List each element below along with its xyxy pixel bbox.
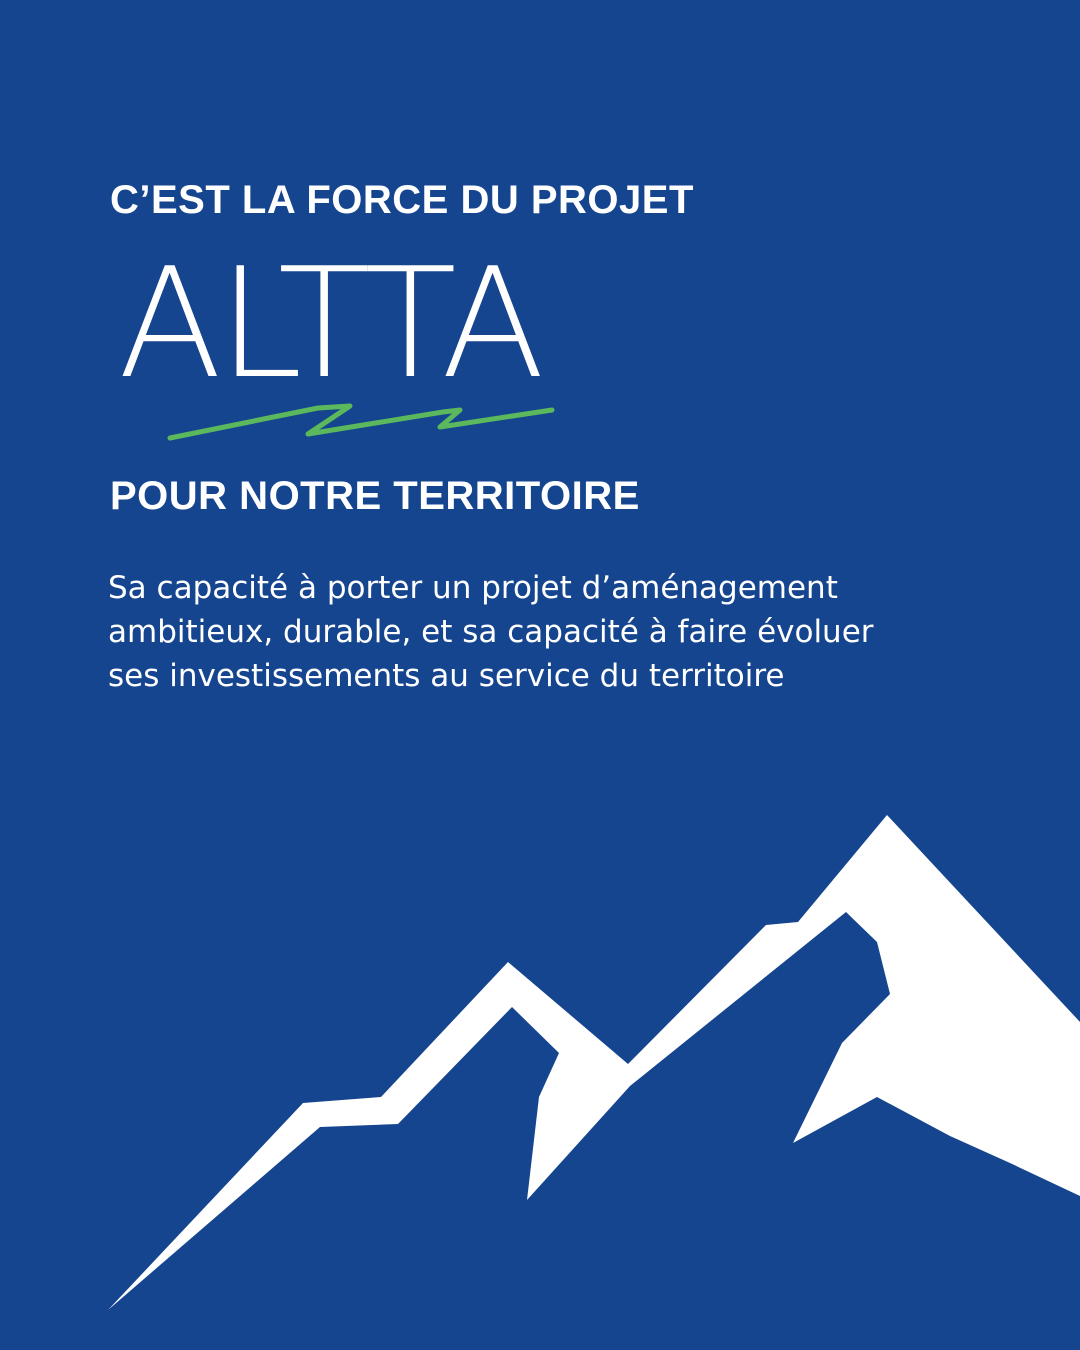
zigzag-underline-path [170,406,552,438]
description [108,566,928,698]
zigzag-underline-icon [118,235,568,450]
brand-name: ALTTA [118,235,541,412]
mountain-snow-shape [108,815,1080,1310]
description-line-2: ambitieux, durable, et sa capacité à faire évoluer [108,614,874,650]
brand-logo [118,235,568,450]
mountain-icon [0,780,1080,1350]
headline-bottom: POUR NOTRE TERRITOIRE [110,474,640,518]
description-line-3: ses investissements au service du territoire [108,658,785,694]
headline-top: C’EST LA FORCE DU PROJET [110,178,694,222]
description-line-1: Sa capacité à porter un projet d’aménagement [108,570,838,606]
